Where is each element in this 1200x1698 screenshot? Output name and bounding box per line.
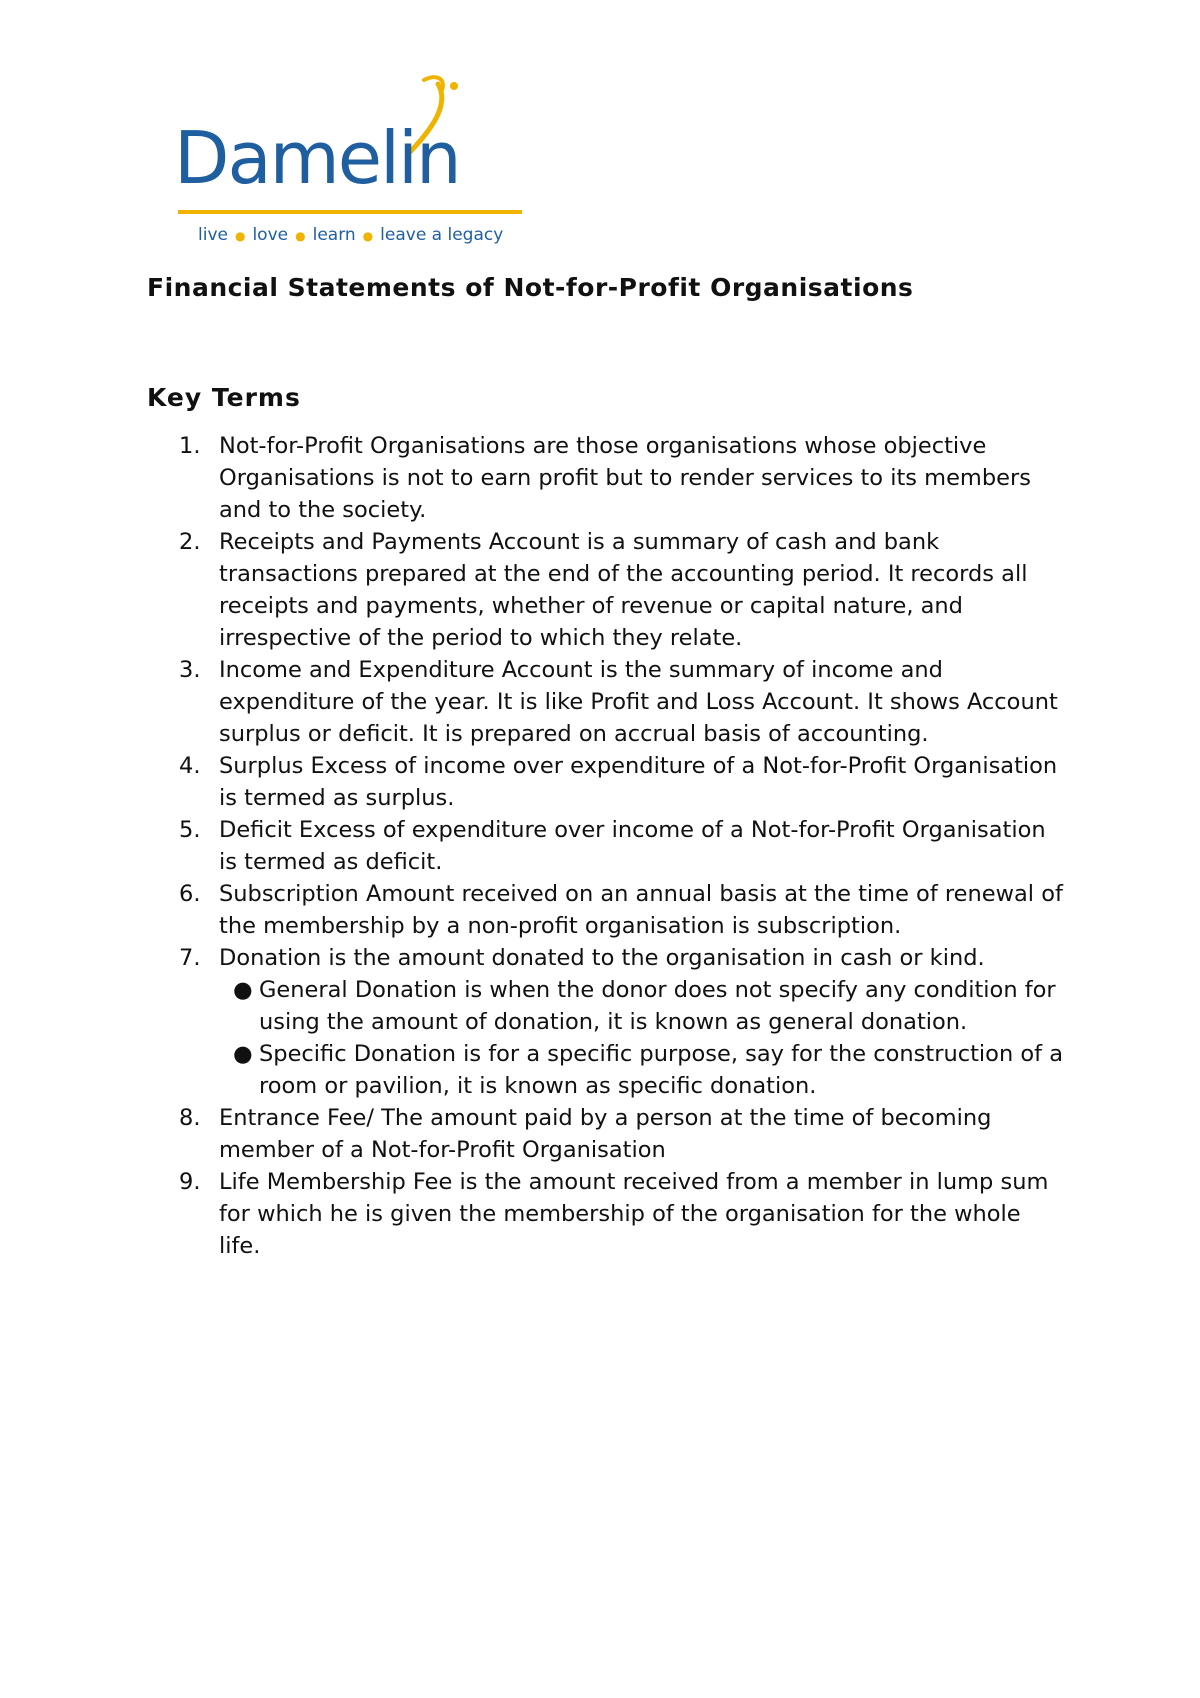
list-number: 4. bbox=[179, 753, 201, 779]
list-number: 1. bbox=[179, 433, 201, 459]
list-number: 2. bbox=[179, 529, 201, 555]
donation-types-list bbox=[219, 974, 1067, 1102]
bullet-item bbox=[219, 974, 1067, 1038]
list-item-text: Donation is the amount donated to the organisation in cash or kind. bbox=[219, 945, 985, 971]
list-number: 8. bbox=[179, 1105, 201, 1131]
list-number: 7. bbox=[179, 945, 201, 971]
list-item bbox=[147, 430, 1067, 526]
logo-wordmark: Damelin bbox=[174, 116, 460, 200]
list-item bbox=[147, 878, 1067, 942]
list-number: 6. bbox=[179, 881, 201, 907]
bullet-item-text: Specific Donation is for a specific purpose, say for the construction of a room or pavilion, it is known as specific donation. bbox=[259, 1041, 1063, 1099]
list-item-text: Deficit Excess of expenditure over income of a Not-for-Profit Organisation is termed as deficit. bbox=[219, 817, 1046, 875]
list-item-text: Receipts and Payments Account is a summary of cash and bank transactions prepared at the end of the accounting period. It records all receipts and payments, whether of revenue or capital nature, and irrespective of the period to which they relate. bbox=[219, 529, 1028, 651]
list-item-text: Income and Expenditure Account is the summary of income and expenditure of the year. It is like Profit and Loss Account. It shows Account surplus or deficit. It is prepared on accrual basis of accounting. bbox=[219, 657, 1058, 747]
list-item bbox=[147, 1166, 1067, 1262]
tagline-word: leave a legacy bbox=[380, 225, 504, 245]
key-terms-list bbox=[147, 430, 1067, 1262]
list-item bbox=[147, 750, 1067, 814]
list-item-text: Entrance Fee/ The amount paid by a person at the time of becoming member of a Not-for-Profit Organisation bbox=[219, 1105, 992, 1163]
tagline-dot-icon: ● bbox=[362, 229, 374, 243]
list-item bbox=[147, 814, 1067, 878]
tagline-dot-icon: ● bbox=[295, 229, 306, 243]
document-title: Financial Statements of Not-for-Profit Organisations bbox=[147, 273, 914, 302]
tagline-word: learn bbox=[312, 225, 356, 245]
bullet-icon: ● bbox=[233, 977, 253, 1003]
list-item bbox=[147, 654, 1067, 750]
list-number: 3. bbox=[179, 657, 201, 683]
bullet-item-text: General Donation is when the donor does not specify any condition for using the amount of donation, it is known as general donation. bbox=[259, 977, 1056, 1035]
list-number: 5. bbox=[179, 817, 201, 843]
logo-tagline bbox=[198, 225, 503, 245]
list-item-text: Not-for-Profit Organisations are those organisations whose objective Organisations is not to earn profit but to render services to its members and to the society. bbox=[219, 433, 1031, 523]
tagline-word: love bbox=[252, 225, 289, 245]
tagline-word: live bbox=[198, 225, 228, 245]
tagline-dot-icon: ● bbox=[234, 229, 246, 243]
list-item bbox=[147, 1102, 1067, 1166]
list-item-text: Surplus Excess of income over expenditure of a Not-for-Profit Organisation is termed as surplus. bbox=[219, 753, 1058, 811]
logo-underline bbox=[178, 210, 522, 214]
list-item bbox=[147, 526, 1067, 654]
bullet-item bbox=[219, 1038, 1067, 1102]
list-number: 9. bbox=[179, 1169, 201, 1195]
damelin-logo bbox=[174, 74, 524, 254]
list-item-text: Subscription Amount received on an annual basis at the time of renewal of the membership by a non-profit organisation is subscription. bbox=[219, 881, 1063, 939]
bullet-icon: ● bbox=[233, 1041, 253, 1067]
list-item bbox=[147, 942, 1067, 1102]
list-item-text: Life Membership Fee is the amount received from a member in lump sum for which he is given the membership of the organisation for the whole life. bbox=[219, 1169, 1049, 1259]
section-heading: Key Terms bbox=[147, 383, 301, 412]
